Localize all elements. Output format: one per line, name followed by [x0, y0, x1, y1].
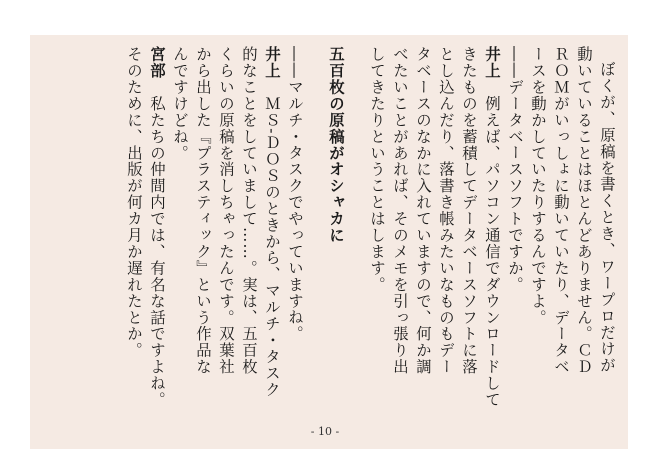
speaker-label-miyabe: 宮部: [148, 46, 166, 79]
text-line: ＲＯＭがいっしょに動いていたり、データベ: [552, 46, 570, 375]
text-line: ースを動かしていたりするんですよ。: [529, 46, 547, 326]
text-line: きたものを蓄積してデータベースソフトに落: [460, 46, 478, 375]
text-line: タベースのなかに入れていますので、何か調: [414, 46, 432, 375]
text-line: 動いていることはほとんどありません。ＣＤ: [575, 46, 593, 375]
speech-text: 私たちの仲間内では、有名な話ですよね。: [148, 95, 166, 408]
speech-text: ＭＳ‐ＤＯＳのときから、マルチ・タスク: [263, 95, 281, 398]
text-line: とし込んだり、落書き帳みたいなものもデー: [437, 46, 455, 375]
speech-text: 例えば、パソコン通信でダウンロードして: [483, 95, 501, 408]
text-line: ぼくが、原稿を書くとき、ワープロだけが: [598, 61, 616, 374]
text-line: くらいの原稿を消しちゃったんです。双葉社: [217, 46, 235, 375]
speaker-label-inoue: 井上: [263, 46, 281, 79]
speaker-line: [260, 46, 283, 396]
text-line: から出した『プラスティック』という作品な: [194, 46, 212, 375]
text-line: してきたりということはします。: [368, 46, 386, 293]
page-number: - 10 -: [310, 425, 340, 438]
speaker-label-inoue: 井上: [483, 46, 501, 79]
vertical-text-body: [58, 46, 618, 408]
text-line: んですけどね。: [171, 46, 189, 162]
speaker-line: [145, 46, 168, 408]
text-line: 的なことをしていまして……。実は、五百枚: [240, 46, 258, 375]
section-heading: 五百枚の原稿がオシャカに: [327, 46, 345, 244]
interviewer-question: ――データベースソフトですか。: [506, 46, 524, 293]
speaker-line: [480, 46, 503, 408]
text-line: そのために、出版が何カ月か遅れたとか。: [125, 46, 143, 359]
interviewer-question: ――マルチ・タスクでやっていますね。: [286, 46, 304, 343]
text-line: べたいことがあれば、そのメモを引っ張り出: [391, 46, 409, 375]
